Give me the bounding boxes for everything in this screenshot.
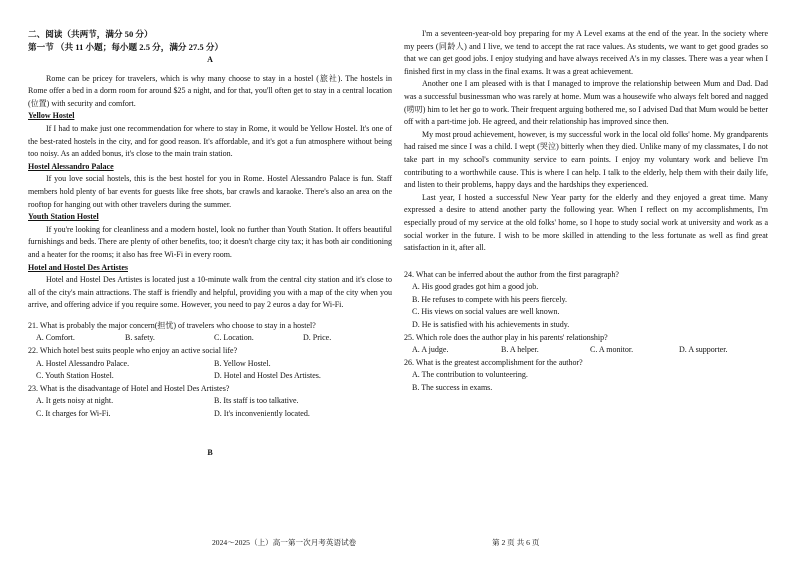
question-24 [404, 269, 768, 332]
passage-b-paragraph-4: Last year, I hosted a successful New Year party for the elderly and they enjoyed a great time. Many expressed a desire to attend another party the following year. When I reflect on my accomplishments, I'm especially proud of my service at the old folks' home, so I hope to study social work at university and work as a social worker in the future. I wish to be more skilled in attending to the less fortunate as well as find great satisfaction in it, after all. [404, 192, 768, 253]
section-title-alessandro-palace: Hostel Alessandro Palace [28, 161, 114, 171]
right-column [404, 0, 768, 395]
question-25-option-d: D. A supporter. [679, 345, 728, 355]
question-25-stem: 25. Which role does the author play in his parents' relationship? [404, 332, 608, 342]
question-22-option-b: B. Yellow Hostel. [214, 358, 271, 368]
section-text-des-artistes: Hotel and Hostel Des Artistes is located just a 10-minute walk from the central city station and it's close to all of the city's main attractions. The staff is friendly and helpful, providing you with a map of the city when you arrive, and offering advice if you require some. However, you need to pay 2 euros a day for Wi-Fi. [28, 275, 392, 310]
question-21 [28, 320, 392, 345]
question-23-option-b: B. Its staff is too talkative. [214, 396, 299, 406]
question-21-option-b: B. safety. [125, 333, 155, 343]
footer-page-number: 第 2 页 共 6 页 [492, 538, 540, 547]
passage-b-paragraph-3: My most proud achievement, however, is my successful work in the local old folks' home. My grandparents had raised me since I was a child. I wept (哭泣) bitterly when they died. Unlike many of my classmates, I do not take part in my school's community service to earn points. I enjoy my voluntary work and believe I'm contributing to a worthwhile cause. This is where I can help. I talk to the elderly, help them with their daily life, and listen to their problems, happy days and the hardships they experienced. [404, 129, 768, 190]
passage-a-label: A [207, 55, 213, 64]
question-25-option-a: A. A judge. [412, 345, 449, 355]
section-youth-station [28, 211, 392, 261]
section-title-yellow-hostel: Yellow Hostel [28, 111, 75, 121]
question-24-option-a: A. His good grades got him a good job. [412, 282, 539, 292]
question-22-option-d: D. Hotel and Hostel Des Artistes. [214, 371, 321, 381]
left-column [28, 0, 392, 459]
question-22-option-c: C. Youth Station Hostel. [36, 371, 114, 381]
question-23-stem: 23. What is the disadvantage of Hotel and Hostel Des Artistes? [28, 383, 230, 393]
question-24-option-b: B. He refuses to compete with his peers fiercely. [412, 294, 567, 304]
question-21-stem: 21. What is probably the major concern(担忧) of travelers who choose to stay in a hostel? [28, 320, 316, 330]
passage-b-paragraph-1: I'm a seventeen-year-old boy preparing for my A Level exams at the end of the year. In the society where my peers (同龄人) and I live, we tend to accept the rat race values. As students, we want to get good grades so that we can get good jobs. I enjoy studying and have always received A's in my classes. There was a year when I finished first in my class in the final exams. It was a great achievement. [404, 29, 768, 76]
section-des-artistes [28, 262, 392, 312]
question-26-stem: 26. What is the greatest accomplishment for the author? [404, 357, 583, 367]
question-25-option-b: B. A helper. [501, 345, 539, 355]
section-title: 二、阅读（共两节，满分 50 分） [28, 29, 153, 39]
question-26 [404, 357, 768, 395]
passage-b-paragraph-2: Another one I am pleased with is that I managed to improve the relationship between Mum and Dad. Dad was a successful businessman who was rarely at home. Mum was a housewife who always felt bored and nagged (唠叨) him to let her go to work. Their frequent arguing bothered me, so I advised Dad that Mum would be better off with a part-time job. He agreed, and their relationship has improved since then. [404, 79, 768, 127]
section-text-alessandro-palace: If you love social hostels, this is the best hostel for you in Rome. Hostel Alessandro Palace is fun. Staff members hold plenty of bar events for guests like free shots, bar crawls and karaoke. There's also an area on the rooftop for hanging out with other travelers during the summer. [28, 174, 392, 209]
question-24-option-d: D. He is satisfied with his achievements in study. [412, 320, 570, 330]
footer-exam-title: 2024～2025（上）高一第一次月考英语试卷 [212, 538, 357, 547]
question-23-option-c: C. It charges for Wi-Fi. [36, 409, 111, 419]
question-21-option-c: C. Location. [214, 333, 254, 343]
question-26-option-b: B. The success in exams. [412, 383, 493, 393]
question-22 [28, 345, 392, 383]
question-26-option-a: A. The contribution to volunteering. [412, 370, 528, 380]
question-23 [28, 383, 392, 421]
section-alessandro-palace [28, 161, 392, 211]
question-24-stem: 24. What can be inferred about the author from the first paragraph? [404, 269, 619, 279]
section-title-des-artistes: Hotel and Hostel Des Artistes [28, 262, 128, 272]
question-24-option-c: C. His views on social values are well known. [412, 307, 560, 317]
section-text-youth-station: If you're looking for cleanliness and a modern hostel, look no further than Youth Station. It offers beautiful furnishings and beds. There are plenty of other benefits, too; it doesn't charge city tax; it has both air conditioning and a heater for the rooms; it also has free Wi-Fi in every room. [28, 224, 392, 259]
question-22-option-a: A. Hostel Alessandro Palace. [36, 358, 130, 368]
question-21-option-d: D. Price. [303, 333, 332, 343]
part-title: 第一节 （共 11 小题；每小题 2.5 分，满分 27.5 分） [28, 42, 224, 52]
question-23-option-a: A. It gets noisy at night. [36, 396, 114, 406]
question-22-stem: 22. Which hotel best suits people who enjoy an active social life? [28, 346, 238, 356]
section-title-youth-station: Youth Station Hostel [28, 212, 99, 222]
passage-b-label: B [207, 447, 213, 457]
section-yellow-hostel [28, 110, 392, 160]
question-23-option-d: D. It's inconveniently located. [214, 409, 310, 419]
question-25 [404, 332, 768, 357]
section-text-yellow-hostel: If I had to make just one recommendation for where to stay in Rome, it would be Yellow Hostel. It's one of the best-rated hostels in the city, and for good reason. It's affordable, and it's got a fun atmosphere without being too noisy. As an added bonus, it's close to the main train station. [28, 123, 392, 159]
question-21-option-a: A. Comfort. [36, 333, 75, 343]
passage-intro: Rome can be pricey for travelers, which is why many choose to stay in a hostel (旅社). The hostels in Rome offer a bed in a dorm room for around $25 a night, and for that, you'll often get to stay in a central location (位置) with security and comfort. [28, 73, 392, 108]
question-25-option-c: C. A monitor. [590, 345, 634, 355]
